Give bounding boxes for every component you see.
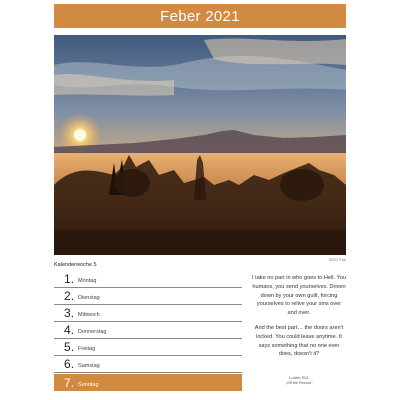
day-number: 4 [64,323,71,337]
month-title: Feber 2021 [160,7,240,25]
quote-paragraph-1: I take no part in who goes to Hell. You humans, you send yourselves. Driven down by your own guilt, forcing yourselves to relive your sins over and over. [252,275,346,317]
sunrise-landscape-image [54,35,346,255]
week-label: Kalenderwoche 5 [54,262,97,268]
day-row-sunday [54,374,242,391]
month-header [54,4,346,28]
quote-paragraph-2: And the best part… the doors aren't locked. You could leave anytime. It says something that no one ever does, doesn't it? [254,324,344,358]
day-number: 2 [64,289,71,303]
day-row-thursday [54,322,242,339]
day-name: Montag [78,278,97,284]
day-number: 3 [64,306,71,320]
day-dot: . [70,340,75,354]
photo-credit: 2020 ©nk [328,257,346,262]
day-row-friday [54,339,242,356]
quote-attribution [252,376,346,386]
day-row-saturday [54,356,242,373]
day-number: 5 [64,340,71,354]
quote-block [252,274,346,365]
day-row-tuesday [54,288,242,305]
day-dot: . [70,376,75,390]
day-number: 1 [64,272,71,286]
day-name: Donnerstag [78,329,107,335]
day-name: Dienstag [78,295,100,301]
day-dot: . [70,289,75,303]
day-row-monday [54,271,242,288]
day-name: Sonntag [78,382,99,388]
day-number: 7 [64,376,71,390]
day-name: Freitag [78,346,96,352]
day-name: Mittwoch [78,312,100,318]
day-number: 6 [64,357,71,371]
day-row-wednesday [54,305,242,322]
quote-source: „Off the Record" [285,381,313,385]
day-dot: . [70,306,75,320]
day-dot: . [70,323,75,337]
quote-author: Lucifer S01 [289,376,309,380]
day-dot: . [70,272,75,286]
day-dot: . [70,357,75,371]
day-name: Samstag [78,363,100,369]
day-list [54,271,242,391]
sunrise-photo [54,35,346,255]
